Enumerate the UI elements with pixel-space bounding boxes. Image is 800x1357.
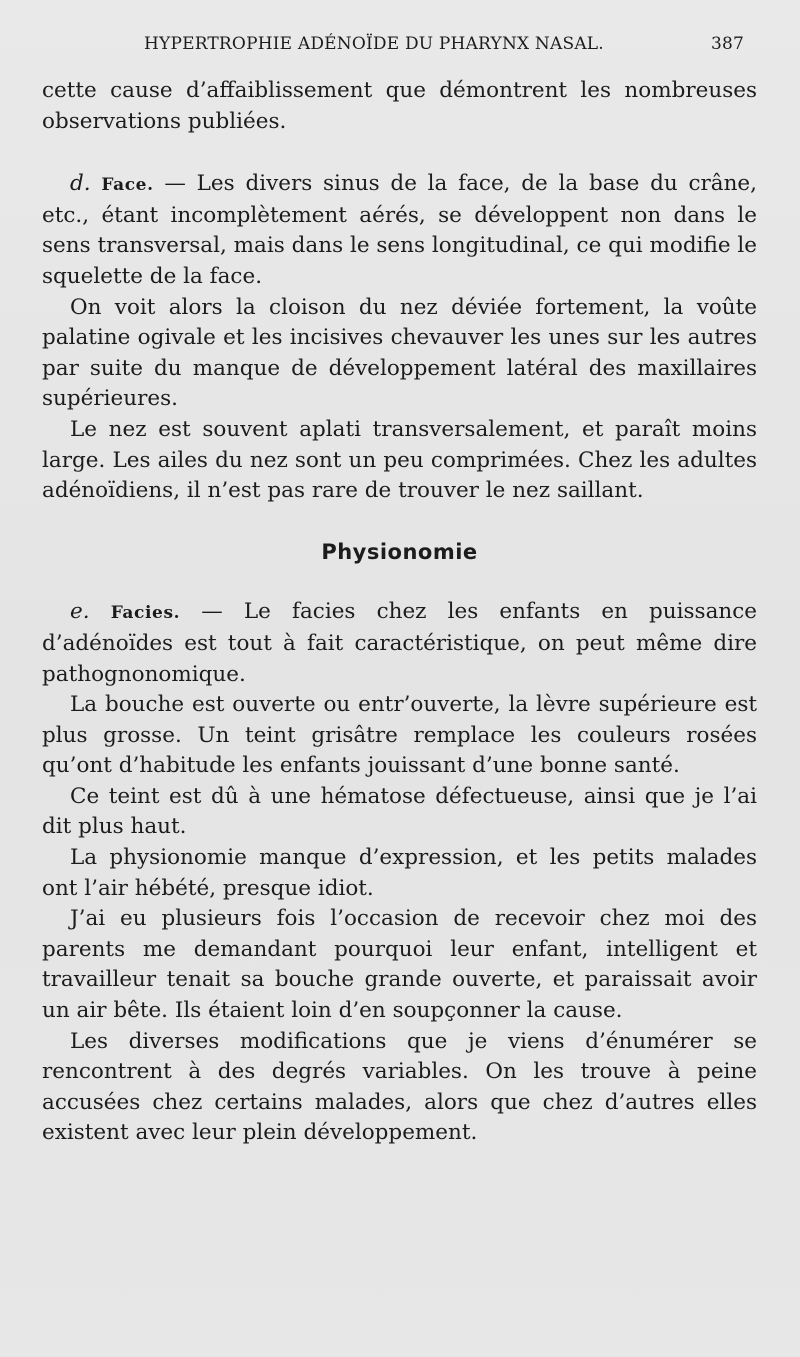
paragraph-text: — Les divers sinus de la face, de la base du crâne, etc., étant incomplètement aérés, se développent non dans le sens transversal, mais dans le sens longitudinal, ce qui modifie le squelette de la face. <box>42 171 757 289</box>
paragraph: J’ai eu plusieurs fois l’occasion de recevoir chez moi des parents me demandant pourquoi leur enfant, intelligent et travailleur tenait sa bouche grande ouverte, et paraissait avoir un air bête. Ils étaient loin d’en soupçonner la cause. <box>42 906 757 1024</box>
paragraph: Le nez est souvent aplati transversalement, et paraît moins large. Les ailes du nez sont un peu comprimées. Chez les adultes adénoïdiens, il n’est pas rare de trouver le nez saillant. <box>42 416 757 504</box>
page-body <box>42 76 757 1149</box>
item-label: e. <box>70 599 90 625</box>
paragraph-facies <box>42 597 757 690</box>
header-title: HYPERTROPHIE ADÉNOÏDE DU PHARYNX NASAL. <box>144 34 604 54</box>
paragraph: Ce teint est dû à une hématose défectueuse, ainsi que je l’ai dit plus haut. <box>42 783 757 840</box>
item-keyword: Facies. <box>110 603 181 624</box>
item-keyword: Face. <box>101 175 154 196</box>
running-header <box>144 34 744 64</box>
section-heading: Physionomie <box>321 539 478 564</box>
paragraph-text: — Le facies chez les enfants en puissance d’adénoïdes est tout à fait caractéristique, on peut même dire pathognonomique. <box>42 599 757 687</box>
paragraph: cette cause d’affaiblissement que démontrent les nombreuses observations publiées. <box>42 78 757 134</box>
paragraph-face <box>42 169 757 292</box>
paragraph: La bouche est ouverte ou entr’ouverte, la lèvre supérieure est plus grosse. Un teint grisâtre remplace les couleurs rosées qu’ont d’habitude les enfants jouissant d’une bonne santé. <box>42 692 757 779</box>
paragraph: On voit alors la cloison du nez déviée fortement, la voûte palatine ogivale et les incisives chevauver les unes sur les autres par suite du manque de développement latéral des maxillaires supérieures. <box>42 294 757 412</box>
page-number: 387 <box>710 34 744 54</box>
paragraph: Les diverses modifications que je viens d’énumérer se rencontrent à des degrés variables. On les trouve à peine accusées chez certains malades, alors que chez d’autres elles existent avec leur plein développement. <box>42 1028 757 1146</box>
item-label: d. <box>70 171 91 197</box>
paragraph: La physionomie manque d’expression, et les petits malades ont l’air hébété, presque idiot. <box>42 845 757 901</box>
